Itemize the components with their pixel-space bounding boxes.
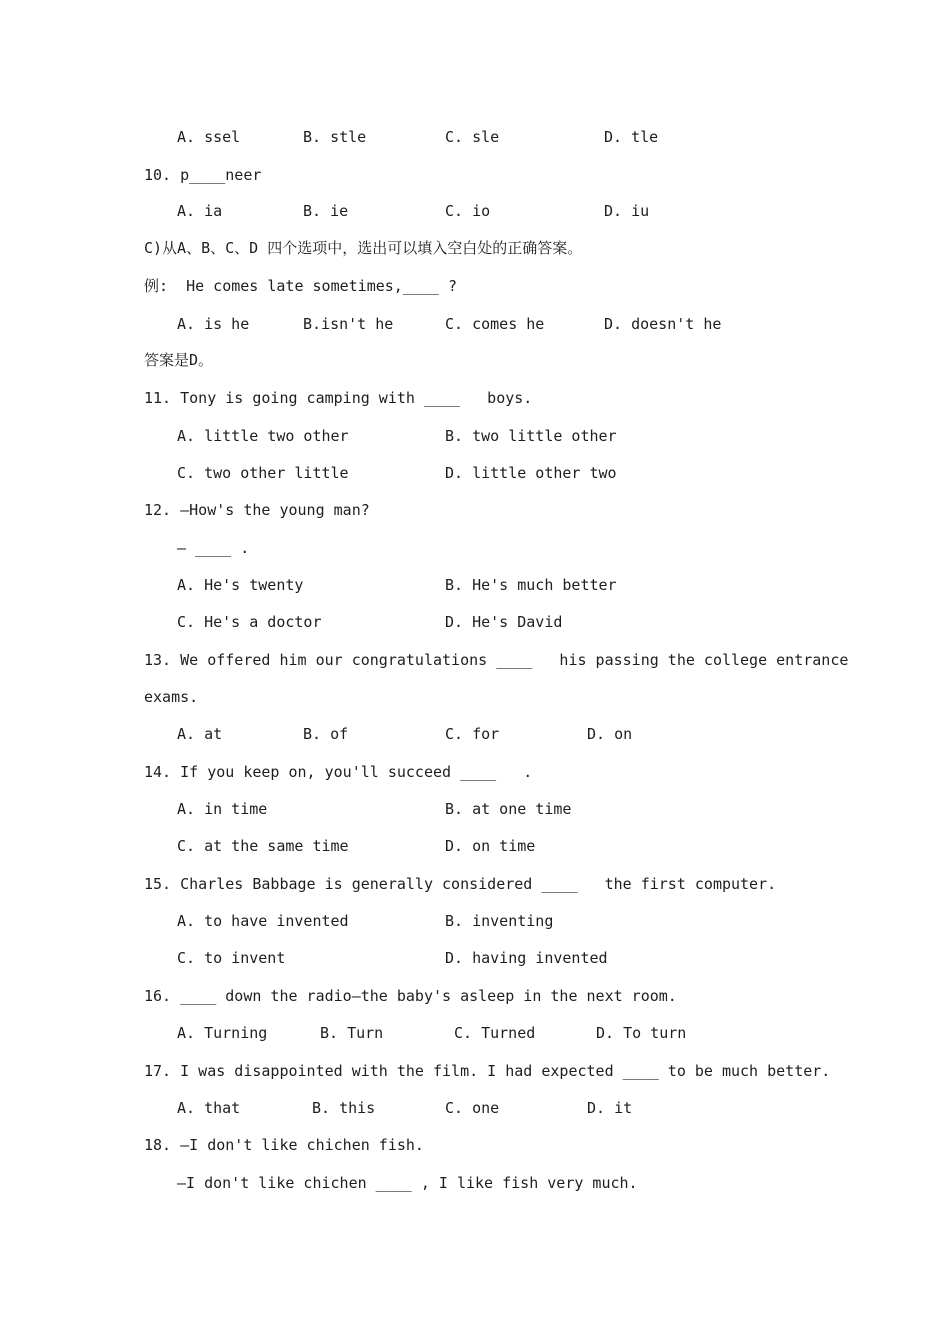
q13-option-d: D. on xyxy=(587,725,633,743)
q11-option-b: B. two little other xyxy=(445,427,617,445)
q15-stem: 15. Charles Babbage is generally considered ____ the first computer. xyxy=(144,875,777,893)
q17-stem: 17. I was disappointed with the film. I had expected ____ to be much better. xyxy=(144,1062,831,1080)
q18-reply: —I don't like chichen ____ , I like fish very much. xyxy=(177,1174,638,1192)
q15-option-a: A. to have invented xyxy=(177,912,349,930)
q9-option-b: B. stle xyxy=(303,128,367,146)
q12-stem: 12. —How's the young man? xyxy=(144,501,370,519)
q9-option-d: D. tle xyxy=(604,128,659,146)
q14-option-a: A. in time xyxy=(177,800,268,818)
q15-option-c: C. to invent xyxy=(177,949,286,967)
q13-stem: 13. We offered him our congratulations ____ his passing the college entrance xyxy=(144,651,849,669)
example-option-d: D. doesn't he xyxy=(604,315,722,333)
q16-option-a: A. Turning xyxy=(177,1024,268,1042)
q12-option-b: B. He's much better xyxy=(445,576,617,594)
q17-option-a: A. that xyxy=(177,1099,241,1117)
q17-option-b: B. this xyxy=(312,1099,376,1117)
q16-option-b: B. Turn xyxy=(320,1024,384,1042)
q13-option-c: C. for xyxy=(445,725,500,743)
q13-stem-continued: exams. xyxy=(144,688,199,706)
example-answer: 答案是D。 xyxy=(144,351,214,369)
q15-option-d: D. having invented xyxy=(445,949,608,967)
q10-option-a: A. ia xyxy=(177,202,223,220)
q13-option-a: A. at xyxy=(177,725,223,743)
example-option-b: B.isn't he xyxy=(303,315,394,333)
section-c-instruction: C)从A、B、C、D 四个选项中，选出可以填入空白处的正确答案。 xyxy=(144,239,583,257)
q18-stem: 18. —I don't like chichen fish. xyxy=(144,1136,424,1154)
q10-option-c: C. io xyxy=(445,202,491,220)
q12-reply: — ____ . xyxy=(177,539,250,557)
example-option-a: A. is he xyxy=(177,315,250,333)
q10-option-b: B. ie xyxy=(303,202,349,220)
q9-option-c: C. sle xyxy=(445,128,500,146)
example-option-c: C. comes he xyxy=(445,315,545,333)
q17-option-c: C. one xyxy=(445,1099,500,1117)
q11-option-a: A. little two other xyxy=(177,427,349,445)
q12-option-a: A. He's twenty xyxy=(177,576,304,594)
q15-option-b: B. inventing xyxy=(445,912,554,930)
q11-option-c: C. two other little xyxy=(177,464,349,482)
q14-option-d: D. on time xyxy=(445,837,536,855)
q16-option-d: D. To turn xyxy=(596,1024,687,1042)
q13-option-b: B. of xyxy=(303,725,349,743)
example-stem: 例: He comes late sometimes,____ ? xyxy=(144,277,458,295)
q14-option-b: B. at one time xyxy=(445,800,572,818)
q14-stem: 14. If you keep on, you'll succeed ____ . xyxy=(144,763,533,781)
q11-stem: 11. Tony is going camping with ____ boys. xyxy=(144,389,533,407)
q12-option-c: C. He's a doctor xyxy=(177,613,322,631)
q17-option-d: D. it xyxy=(587,1099,633,1117)
q9-option-a: A. ssel xyxy=(177,128,241,146)
q10-option-d: D. iu xyxy=(604,202,650,220)
q16-stem: 16. ____ down the radio—the baby's asleep in the next room. xyxy=(144,987,677,1005)
q16-option-c: C. Turned xyxy=(454,1024,536,1042)
q11-option-d: D. little other two xyxy=(445,464,617,482)
q12-option-d: D. He's David xyxy=(445,613,563,631)
q10-stem: 10. p____neer xyxy=(144,166,262,184)
q14-option-c: C. at the same time xyxy=(177,837,349,855)
